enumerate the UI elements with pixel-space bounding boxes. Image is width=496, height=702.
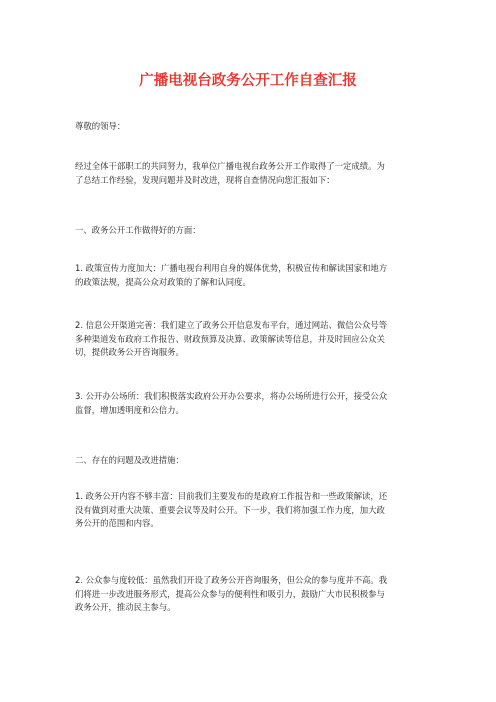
intro-line-1: 经过全体干部职工的共同努力，我单位广播电视台政务公开工作取得了一定成绩。为	[75, 161, 385, 171]
section-1-item-3-line-1: 3. 公开办公场所：我们积极落实政府公开办公要求，将办公场所进行公开，接受公众	[75, 391, 388, 401]
section-1-item-2-line-3: 切，提供政务公开咨询服务。	[75, 347, 184, 357]
section-2-item-1-line-1: 1. 政务公开内容不够丰富：目前我们主要发布的是政府工作报告和一些政策解读，还	[75, 491, 388, 501]
section-2-item-2-line-3: 政务公开，推动民主参与。	[75, 602, 176, 612]
section-1-item-2-line-2: 多种渠道发布政府工作报告、财政预算及决算、政策解读等信息，并及时回应公众关	[75, 333, 385, 344]
section-1-item-2-line-1: 2. 信息公开渠道完善：我们建立了政务公开信息发布平台，通过网站、微信公众号等	[75, 320, 388, 330]
section-2-item-2-line-1: 2. 公众参与度较低：虽然我们开设了政务公开咨询服务，但公众的参与度并不高。我	[75, 575, 388, 585]
section-2-heading	[75, 454, 425, 468]
section-1-item-2	[75, 319, 425, 360]
document-title: 广播电视台政务公开工作自查汇报	[139, 73, 357, 89]
section-1-item-1-line-2: 的政策法规，提高公众对政策的了解和认同度。	[75, 276, 251, 287]
section-2-item-2	[75, 574, 425, 615]
section-1-item-3-line-2: 监督，增加透明度和公信力。	[75, 404, 184, 415]
section-1-heading	[75, 224, 425, 238]
section-2-item-1	[75, 490, 425, 531]
greeting	[75, 120, 425, 134]
section-2-item-1-line-3: 务公开的范围和内容。	[75, 518, 159, 528]
intro-paragraph	[75, 160, 425, 187]
section-1-heading-line: 一、政务公开工作做得好的方面：	[75, 225, 201, 235]
section-1-item-1	[75, 262, 425, 289]
section-2-item-2-line-2: 们将进一步改进服务形式，提高公众参与的便利性和吸引力，鼓励广大市民积极参与	[75, 588, 385, 599]
section-2-heading-line: 二、存在的问题及改进措施：	[75, 455, 184, 465]
section-1-item-3	[75, 390, 425, 417]
greeting-line: 尊敬的领导：	[75, 121, 126, 131]
intro-line-2: 了总结工作经验，发现问题并及时改进，现将自查情况向您汇报如下：	[75, 174, 335, 185]
section-2-item-1-line-2: 没有做到对重大决策、重要会议等及时公开。下一步，我们将加强工作力度，加大政	[75, 504, 385, 515]
section-1-item-1-line-1: 1. 政策宣传力度加大：广播电视台利用自身的媒体优势，积极宣传和解读国家和地方	[75, 263, 388, 273]
